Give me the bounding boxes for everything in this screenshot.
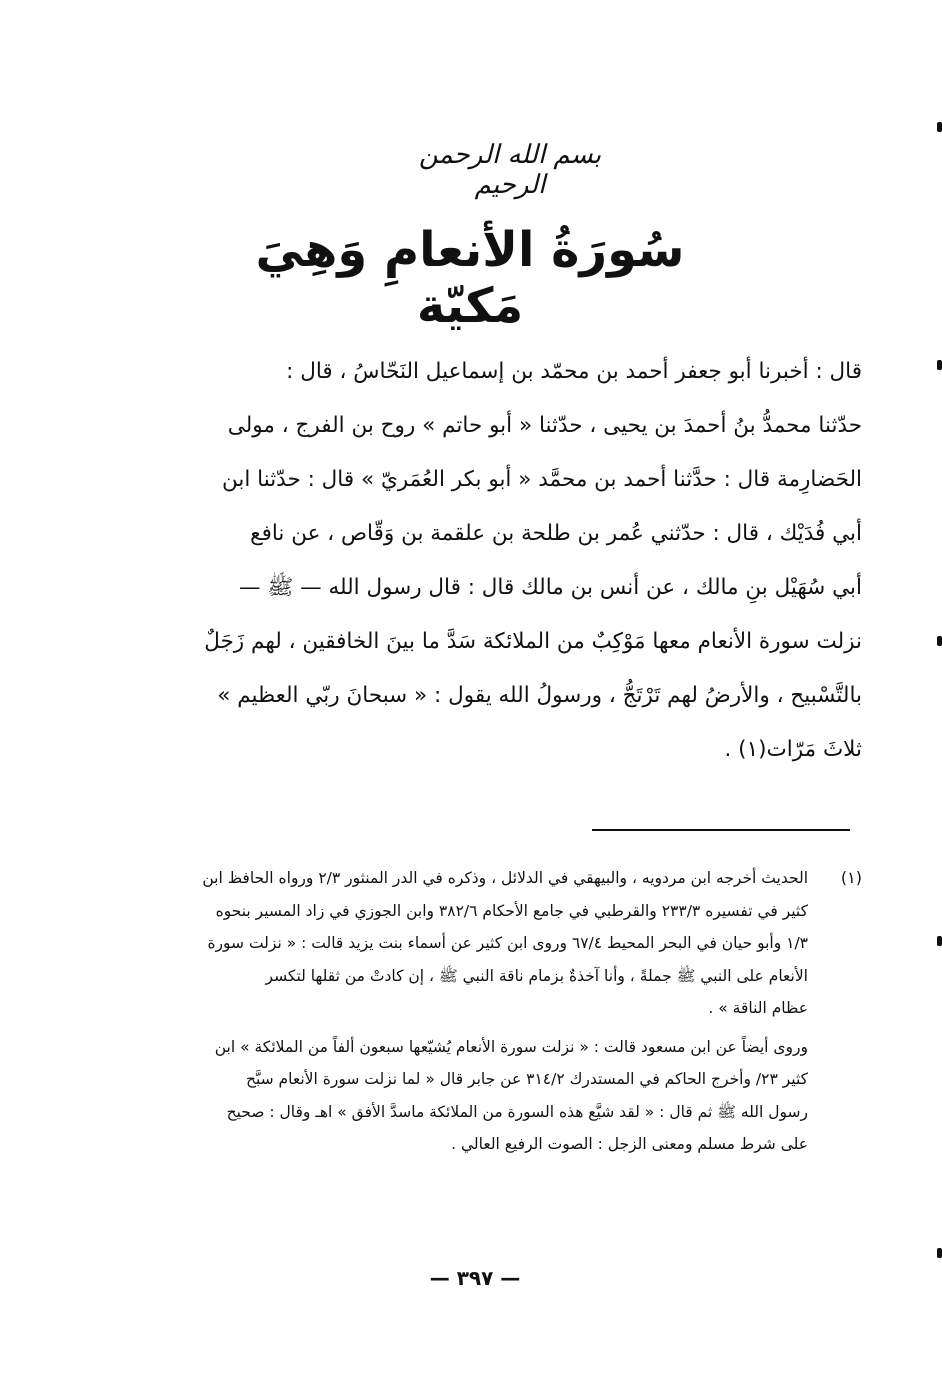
- main-text-line: أبي فُدَيْك ، قال : حدّثني عُمر بن طلحة بن علقمة بن وَقّاص ، عن نافع: [250, 521, 862, 546]
- footnote-line: عظام الناقة » .: [708, 999, 808, 1017]
- margin-mark: [937, 122, 942, 132]
- main-text-line: حدّثنا محمدُّ بنُ أحمدَ بن يحيى ، حدّثنا « أبو حاتم » روح بن الفرج ، مولى: [227, 413, 862, 438]
- margin-mark: [937, 936, 942, 946]
- footnote-1-continued: [106, 1031, 858, 1161]
- margin-mark: [937, 360, 942, 370]
- main-text-line: الحَضارِمة قال : حدَّثنا أحمد بن محمَّد « أبو بكر العُمَريّ » قال : حدّثنا ابن: [222, 467, 862, 492]
- margin-mark: [937, 636, 942, 646]
- footnote-line: على شرط مسلم ومعنى الزجل : الصوت الرفيع العالي .: [451, 1135, 808, 1153]
- footnote-line: ١/٣ وأبو حيان في البحر المحيط ٦٧/٤ وروى ابن كثير عن أسماء بنت يزيد قالت : « نزلت سورة: [207, 934, 808, 952]
- footnote-line: رسول الله ﷺ ثم قال : « لقد شيَّع هذه السورة من الملائكة ماسدَّ الأفق » اهـ وقال : صحيح: [226, 1102, 808, 1121]
- footnote-divider: [592, 829, 850, 831]
- main-text-line: بالتَّسْبيح ، والأرضُ لهم تَرْتَجُّ ، ورسولُ الله يقول : « سبحانَ ربّي العظيم »: [217, 683, 862, 708]
- footnote-line: الأنعام على النبي ﷺ جملةً ، وأنا آخذةٌ بزمام ناقة النبي ﷺ ، إن كادتْ من ثقلها لتكسر: [265, 966, 808, 985]
- footnote-line: الحديث أخرجه ابن مردويه ، والبيهقي في الدلائل ، وذكره في الدر المنثور ٢/٣ ورواه الحافظ ابن: [202, 869, 808, 887]
- footnote-line: كثير ٢٣/ وأخرج الحاكم في المستدرك ٣١٤/٢ عن جابر قال « لما نزلت سورة الأنعام سبَّح: [245, 1070, 808, 1088]
- footnote-line: كثير في تفسيره ٢٣٣/٣ والقرطبي في جامع الأحكام ٣٨٢/٦ وابن الجوزي في زاد المسير بنحوه: [215, 901, 808, 920]
- basmala-heading: بسم الله الرحمن الرحيم: [418, 140, 602, 200]
- footnotes-block: [106, 862, 858, 1161]
- main-text-line: قال : أخبرنا أبو جعفر أحمد بن محمّد بن إسماعيل النَحّاسُ ، قال :: [286, 359, 862, 384]
- page-number: — ٣٩٧ —: [429, 1266, 521, 1290]
- main-text-block: [112, 345, 862, 777]
- main-text-line: ثلاثَ مَرّات(١) .: [724, 737, 862, 762]
- margin-mark: [937, 1248, 942, 1258]
- footnote-line: وروى أيضاً عن ابن مسعود قالت : « نزلت سورة الأنعام يُشيّعها سبعون ألفاً من الملائكة » ابن: [214, 1037, 808, 1056]
- surah-title: سُورَةُ الأنعامِ وَهِيَ مَكيّة: [255, 222, 685, 334]
- main-text-line: نزلت سورة الأنعام معها مَوْكِبٌ من الملائكة سَدَّ ما بينَ الخافقين ، لهم زَجَلٌ: [204, 629, 862, 654]
- main-text-line: أبي سُهَيْل بنِ مالك ، عن أنس بن مالك قال : قال رسول الله — ﷺ —: [238, 575, 862, 600]
- footnote-1: [106, 862, 858, 1025]
- footnote-marker: (١): [840, 868, 862, 887]
